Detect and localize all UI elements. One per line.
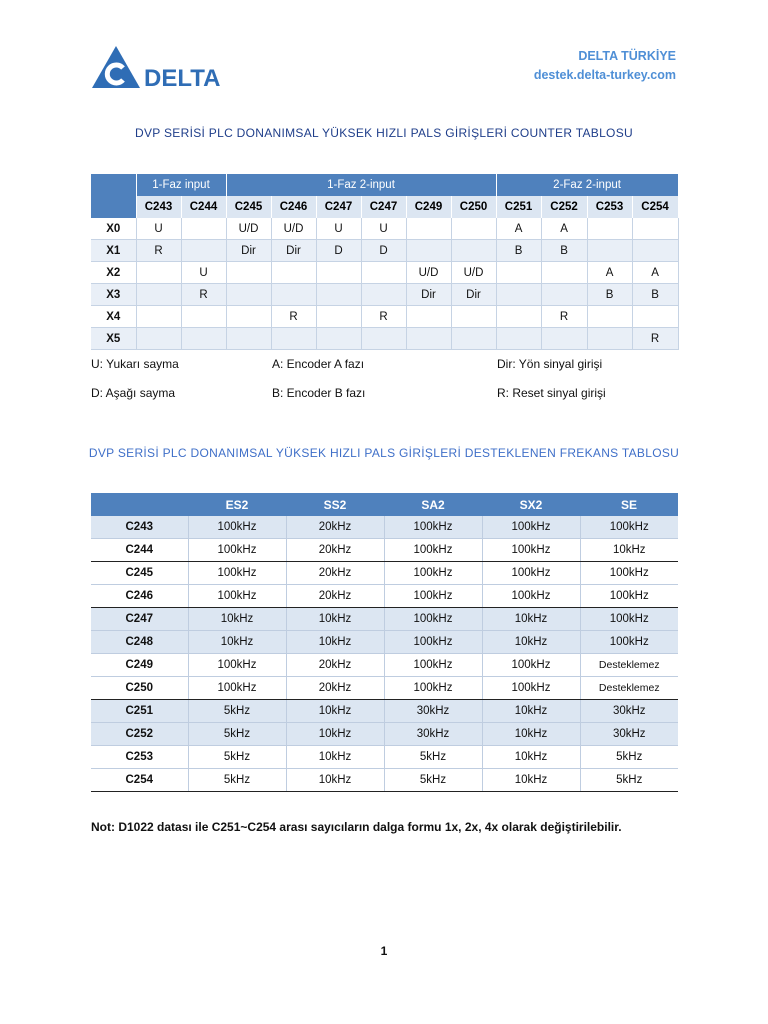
group-header: 1-Faz input xyxy=(136,174,226,196)
table-cell: 10kHz xyxy=(286,631,384,654)
table-cell: 10kHz xyxy=(188,608,286,631)
row-header: C245 xyxy=(91,562,188,585)
row-header: X2 xyxy=(91,262,136,284)
table-cell: B xyxy=(632,284,678,306)
table-row xyxy=(91,585,678,608)
table-cell: 100kHz xyxy=(188,677,286,700)
table-row xyxy=(91,677,678,700)
row-header: C247 xyxy=(91,608,188,631)
table-cell: 10kHz xyxy=(286,769,384,792)
table-cell xyxy=(316,328,361,350)
table-cell: R xyxy=(541,306,587,328)
column-header: SE xyxy=(580,493,678,516)
row-header: C246 xyxy=(91,585,188,608)
table-cell: Desteklemez xyxy=(580,677,678,700)
row-header: X1 xyxy=(91,240,136,262)
table-cell xyxy=(226,262,271,284)
column-header: C247 xyxy=(316,196,361,218)
note-text: Not: D1022 datası ile C251~C254 arası sayıcıların dalga formu 1x, 2x, 4x olarak değiştirilebilir. xyxy=(91,820,622,834)
table-cell: 100kHz xyxy=(482,539,580,562)
column-header: SS2 xyxy=(286,493,384,516)
group-header: 2-Faz 2-input xyxy=(496,174,678,196)
table-cell xyxy=(136,328,181,350)
table-row xyxy=(91,284,678,306)
table-row xyxy=(91,516,678,539)
table-cell xyxy=(136,262,181,284)
table-row xyxy=(91,769,678,792)
table-cell: 100kHz xyxy=(188,562,286,585)
table-cell: 100kHz xyxy=(188,539,286,562)
table-cell: U xyxy=(181,262,226,284)
table-cell xyxy=(451,240,496,262)
table-cell: 100kHz xyxy=(580,585,678,608)
table-cell: R xyxy=(181,284,226,306)
table-cell: A xyxy=(496,218,541,240)
table-cell xyxy=(181,328,226,350)
table-cell xyxy=(271,262,316,284)
column-header: C246 xyxy=(271,196,316,218)
table-cell: 100kHz xyxy=(188,654,286,677)
column-header: C249 xyxy=(406,196,451,218)
table-cell xyxy=(361,262,406,284)
table-cell xyxy=(361,284,406,306)
row-header: X3 xyxy=(91,284,136,306)
column-header: C245 xyxy=(226,196,271,218)
corner-cell xyxy=(91,174,136,218)
table-cell: 10kHz xyxy=(482,631,580,654)
table-cell: A xyxy=(587,262,632,284)
table-cell: 30kHz xyxy=(580,723,678,746)
column-header xyxy=(91,493,188,516)
table-cell xyxy=(541,328,587,350)
table-cell: 5kHz xyxy=(188,723,286,746)
table-cell: 100kHz xyxy=(384,654,482,677)
table-cell xyxy=(541,262,587,284)
table-cell xyxy=(136,306,181,328)
table-cell: 100kHz xyxy=(482,677,580,700)
table-row xyxy=(91,262,678,284)
table-cell: A xyxy=(541,218,587,240)
freq-table-title: DVP SERİSİ PLC DONANIMSAL YÜKSEK HIZLI PALS GİRİŞLERİ DESTEKLENEN FREKANS TABLOSU xyxy=(88,446,680,460)
brand-name: DELTA TÜRKİYE xyxy=(578,49,676,63)
table-cell: 20kHz xyxy=(286,562,384,585)
table-cell: R xyxy=(136,240,181,262)
table-cell: D xyxy=(361,240,406,262)
table-cell: U/D xyxy=(271,218,316,240)
table-cell: 10kHz xyxy=(286,700,384,723)
table-cell: 30kHz xyxy=(580,700,678,723)
table-cell: 10kHz xyxy=(286,723,384,746)
table-cell xyxy=(632,218,678,240)
column-header: C243 xyxy=(136,196,181,218)
table-cell xyxy=(226,306,271,328)
table-row xyxy=(91,306,678,328)
table-cell xyxy=(451,306,496,328)
table-row xyxy=(91,608,678,631)
table-cell: B xyxy=(587,284,632,306)
table-cell: 5kHz xyxy=(188,769,286,792)
table-row xyxy=(91,746,678,769)
row-header: C243 xyxy=(91,516,188,539)
legend-d: D: Aşağı sayma xyxy=(91,386,176,400)
table-cell: U/D xyxy=(226,218,271,240)
column-header: SA2 xyxy=(384,493,482,516)
table-cell: 100kHz xyxy=(482,562,580,585)
table-row xyxy=(91,631,678,654)
table-row xyxy=(91,562,678,585)
legend-b: B: Encoder B fazı xyxy=(272,386,366,400)
table-cell xyxy=(496,328,541,350)
legend-u: U: Yukarı sayma xyxy=(91,357,179,371)
table-cell: 10kHz xyxy=(482,746,580,769)
table-row xyxy=(91,723,678,746)
page-number: 1 xyxy=(380,944,388,958)
row-header: X5 xyxy=(91,328,136,350)
table-cell xyxy=(587,306,632,328)
delta-logo xyxy=(90,44,230,92)
table-cell xyxy=(632,306,678,328)
table-cell xyxy=(271,284,316,306)
table-cell xyxy=(406,306,451,328)
table-cell: 100kHz xyxy=(580,608,678,631)
table-cell: 20kHz xyxy=(286,585,384,608)
row-header: C249 xyxy=(91,654,188,677)
table-cell: U xyxy=(361,218,406,240)
table-cell: 5kHz xyxy=(580,769,678,792)
table-cell: 20kHz xyxy=(286,539,384,562)
table-row xyxy=(91,539,678,562)
table-cell xyxy=(181,306,226,328)
table-cell xyxy=(587,328,632,350)
row-header: X0 xyxy=(91,218,136,240)
table-cell xyxy=(316,306,361,328)
frequency-table xyxy=(91,493,678,792)
table-cell: Desteklemez xyxy=(580,654,678,677)
table-cell: U xyxy=(136,218,181,240)
column-header: SX2 xyxy=(482,493,580,516)
table-cell: 100kHz xyxy=(384,677,482,700)
table-cell: 100kHz xyxy=(580,516,678,539)
table-cell: B xyxy=(541,240,587,262)
table-row xyxy=(91,700,678,723)
table-cell: B xyxy=(496,240,541,262)
table-cell: 100kHz xyxy=(384,585,482,608)
table-cell: A xyxy=(632,262,678,284)
table-cell: 10kHz xyxy=(580,539,678,562)
table-cell: 30kHz xyxy=(384,700,482,723)
table-cell xyxy=(496,284,541,306)
table-cell xyxy=(632,240,678,262)
column-header: C247 xyxy=(361,196,406,218)
table-cell xyxy=(587,218,632,240)
table-cell: 20kHz xyxy=(286,677,384,700)
table-cell: 100kHz xyxy=(482,585,580,608)
table-cell: Dir xyxy=(226,240,271,262)
table-cell xyxy=(541,284,587,306)
table-cell: 20kHz xyxy=(286,654,384,677)
table-cell: 100kHz xyxy=(188,585,286,608)
row-header: X4 xyxy=(91,306,136,328)
table-cell: 100kHz xyxy=(188,516,286,539)
table-cell: U/D xyxy=(406,262,451,284)
column-header: C254 xyxy=(632,196,678,218)
row-header: C254 xyxy=(91,769,188,792)
table-cell xyxy=(587,240,632,262)
table-cell: 30kHz xyxy=(384,723,482,746)
table-cell: Dir xyxy=(451,284,496,306)
table-cell: 100kHz xyxy=(482,516,580,539)
column-header: C251 xyxy=(496,196,541,218)
table-cell: 5kHz xyxy=(188,746,286,769)
table-cell xyxy=(496,306,541,328)
row-header: C248 xyxy=(91,631,188,654)
table-cell xyxy=(361,328,406,350)
table-cell xyxy=(316,284,361,306)
group-header: 1-Faz 2-input xyxy=(226,174,496,196)
table-cell xyxy=(226,328,271,350)
table-row xyxy=(91,328,678,350)
row-header: C253 xyxy=(91,746,188,769)
table-cell: 10kHz xyxy=(482,700,580,723)
table-cell: 100kHz xyxy=(384,631,482,654)
legend-dir: Dir: Yön sinyal girişi xyxy=(497,357,603,371)
table-row xyxy=(91,240,678,262)
column-header: C253 xyxy=(587,196,632,218)
table-cell: 100kHz xyxy=(384,539,482,562)
table-cell xyxy=(136,284,181,306)
table-cell: 100kHz xyxy=(580,631,678,654)
row-header: C252 xyxy=(91,723,188,746)
counter-table xyxy=(91,174,679,350)
table-cell: 20kHz xyxy=(286,516,384,539)
table-cell: 5kHz xyxy=(580,746,678,769)
table-cell xyxy=(226,284,271,306)
table-cell: 100kHz xyxy=(384,516,482,539)
row-header: C251 xyxy=(91,700,188,723)
brand-site[interactable]: destek.delta-turkey.com xyxy=(533,68,676,82)
table-row xyxy=(91,218,678,240)
table-cell: U/D xyxy=(451,262,496,284)
table-cell xyxy=(406,240,451,262)
table-cell xyxy=(181,218,226,240)
table-cell: R xyxy=(361,306,406,328)
table-cell xyxy=(316,262,361,284)
table-cell: R xyxy=(271,306,316,328)
table-cell: 5kHz xyxy=(384,746,482,769)
table-cell: 100kHz xyxy=(384,562,482,585)
table-cell: 10kHz xyxy=(482,608,580,631)
table-cell xyxy=(451,218,496,240)
table-cell xyxy=(451,328,496,350)
table-cell: 10kHz xyxy=(188,631,286,654)
table-cell: 100kHz xyxy=(482,654,580,677)
table-cell: 100kHz xyxy=(384,608,482,631)
legend-r: R: Reset sinyal girişi xyxy=(497,386,606,400)
table-cell xyxy=(271,328,316,350)
column-header: C244 xyxy=(181,196,226,218)
table-cell: D xyxy=(316,240,361,262)
table-cell xyxy=(406,218,451,240)
table-cell: 10kHz xyxy=(482,769,580,792)
table-cell xyxy=(496,262,541,284)
table-cell: 5kHz xyxy=(188,700,286,723)
row-header: C244 xyxy=(91,539,188,562)
table-cell: 10kHz xyxy=(482,723,580,746)
table-cell: Dir xyxy=(406,284,451,306)
logo-text: DELTA xyxy=(144,65,221,92)
table-cell: R xyxy=(632,328,678,350)
column-header: ES2 xyxy=(188,493,286,516)
column-header: C252 xyxy=(541,196,587,218)
legend-a: A: Encoder A fazı xyxy=(272,357,365,371)
table-cell xyxy=(406,328,451,350)
table-cell: 10kHz xyxy=(286,608,384,631)
table-cell: Dir xyxy=(271,240,316,262)
table-row xyxy=(91,654,678,677)
brand-block xyxy=(534,47,676,85)
table-cell: 100kHz xyxy=(580,562,678,585)
table-cell: U xyxy=(316,218,361,240)
table-cell: 5kHz xyxy=(384,769,482,792)
table-cell xyxy=(181,240,226,262)
column-header: C250 xyxy=(451,196,496,218)
table-cell: 10kHz xyxy=(286,746,384,769)
row-header: C250 xyxy=(91,677,188,700)
counter-table-title: DVP SERİSİ PLC DONANIMSAL YÜKSEK HIZLI PALS GİRİŞLERİ COUNTER TABLOSU xyxy=(135,126,633,140)
